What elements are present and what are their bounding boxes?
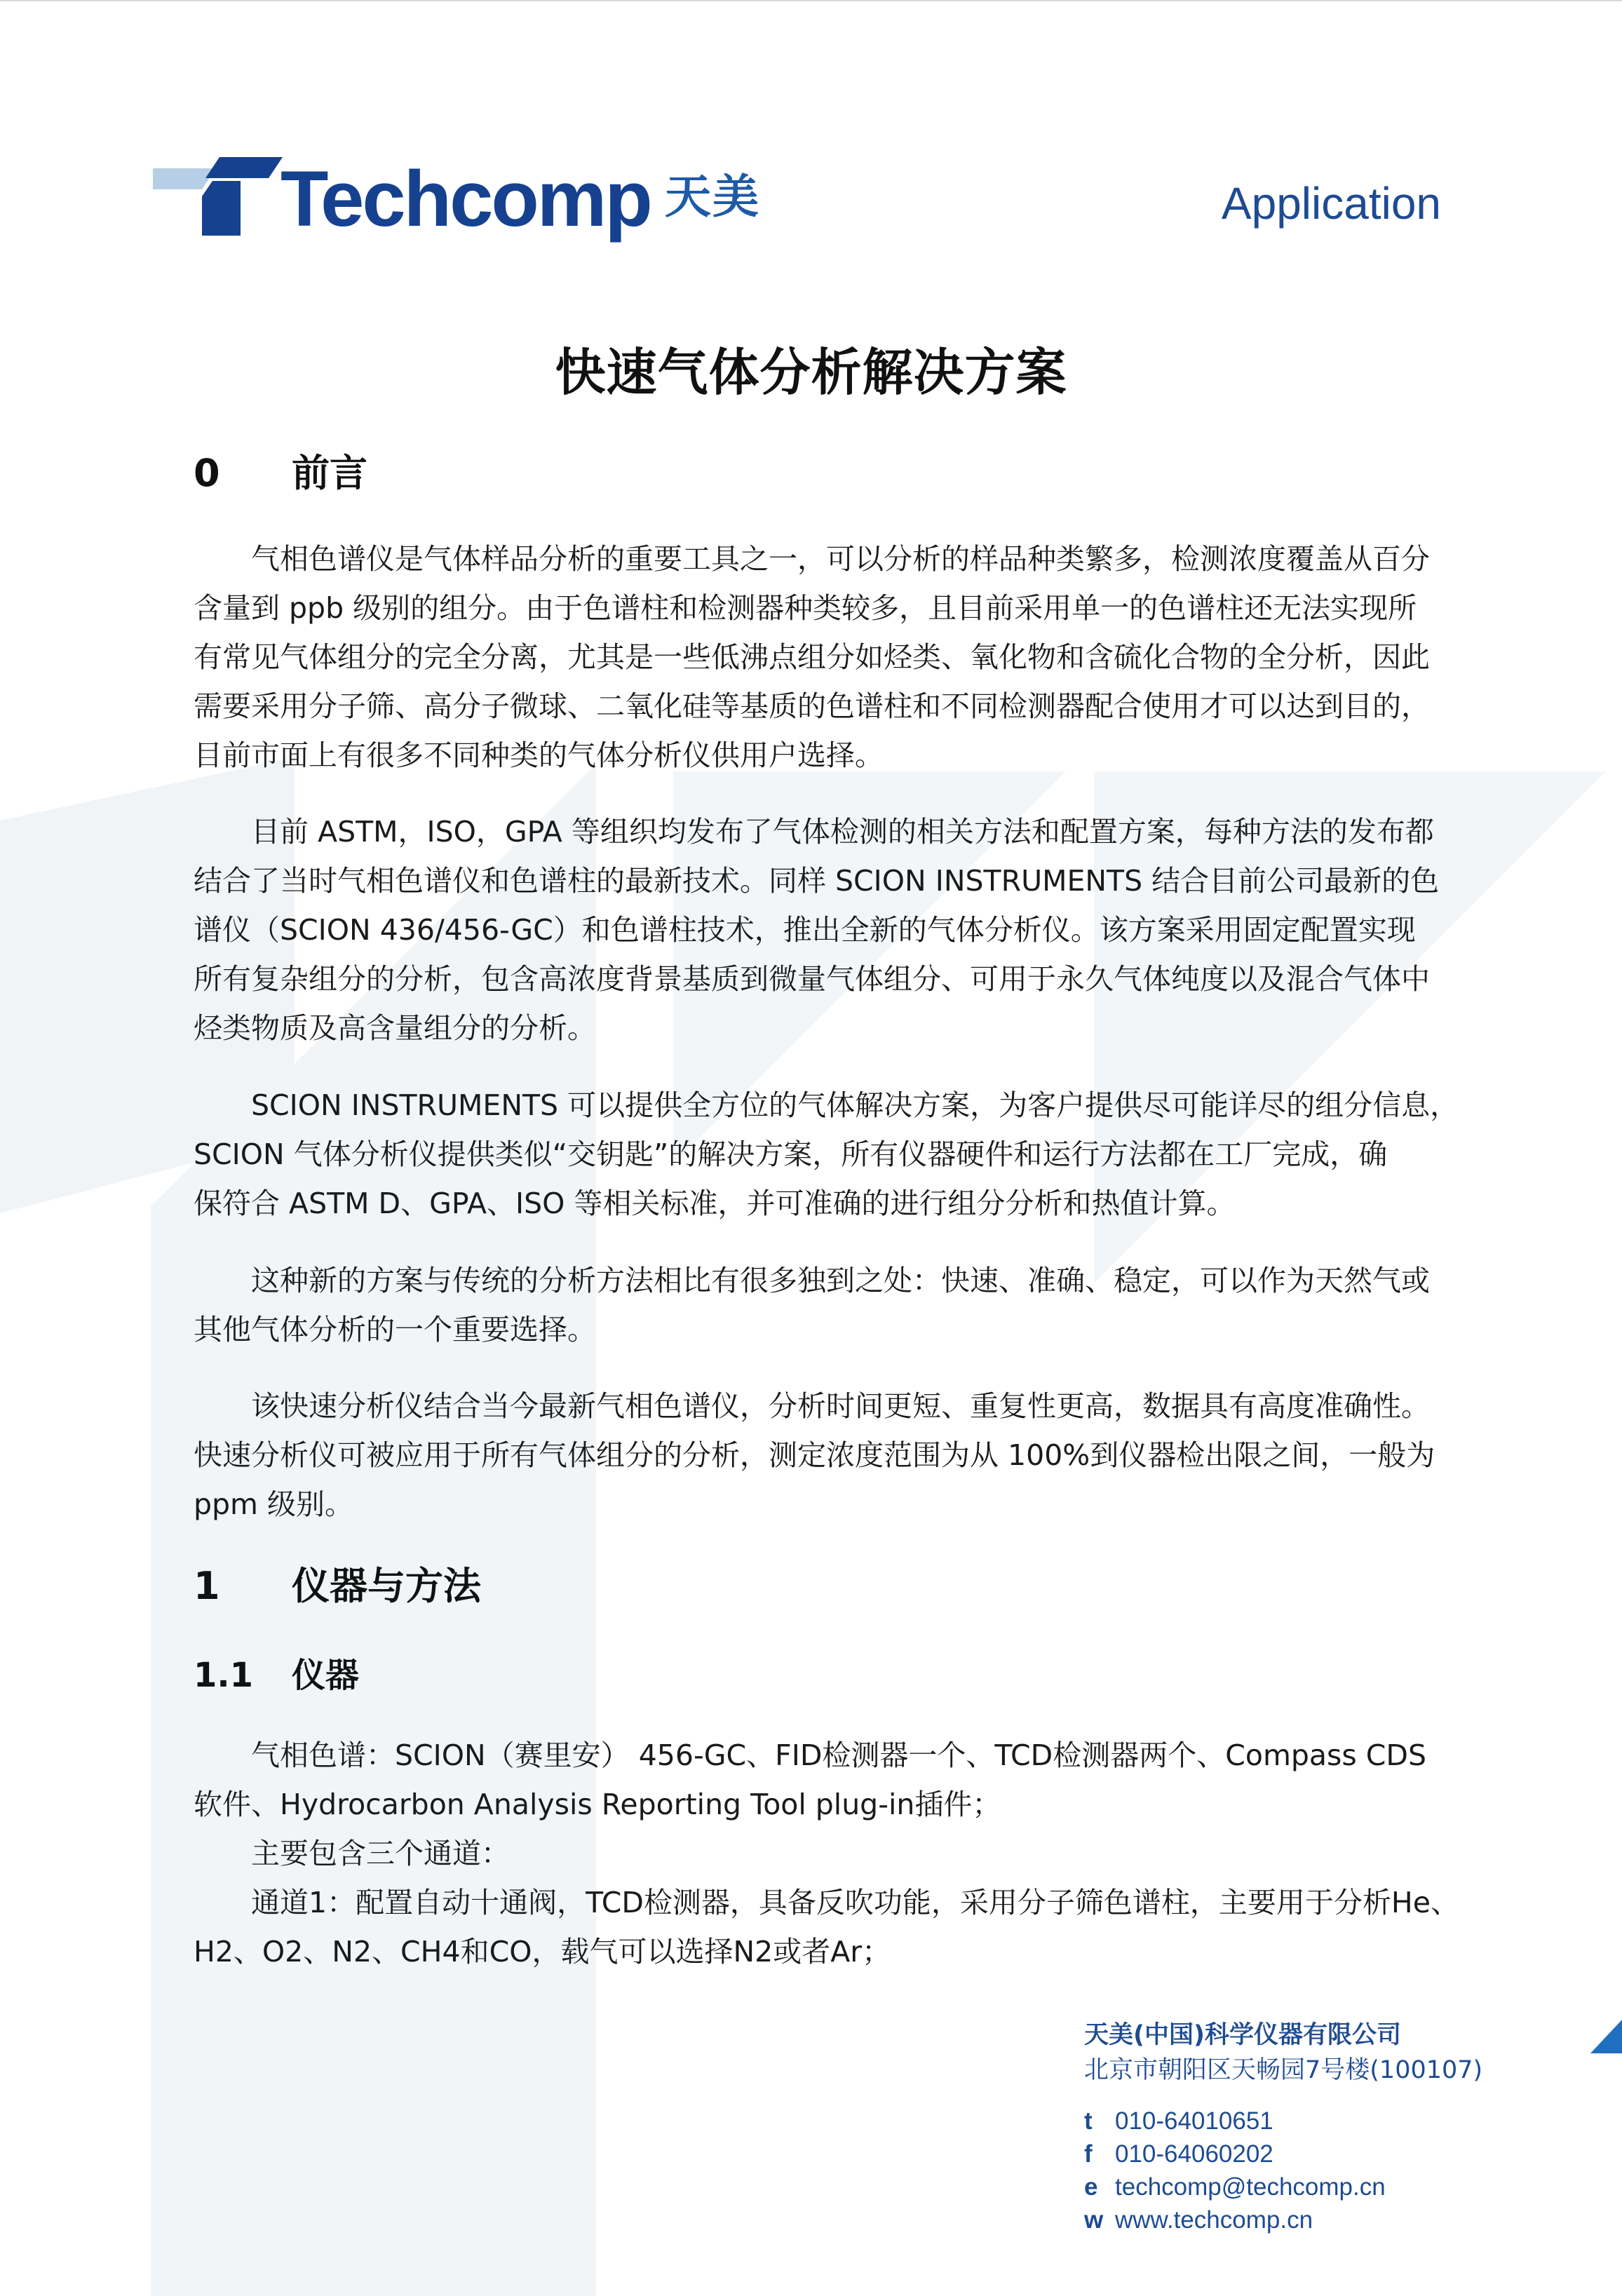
section-heading-1-1: [194, 1656, 359, 1696]
contact-value[interactable]: techcomp@techcomp.cn: [1115, 2173, 1386, 2201]
contact-value: 010-64060202: [1115, 2140, 1273, 2168]
contact-fax: [1084, 2138, 1482, 2170]
footer-contact-block: [1084, 2020, 1482, 2236]
text-line: 目前市面上有很多不同种类的气体分析仪供用户选择。: [194, 738, 884, 772]
text-line: ppm 级别。: [194, 1487, 354, 1521]
company-address: 北京市朝阳区天畅园7号楼(100107): [1084, 2055, 1483, 2084]
contact-phone: [1084, 2105, 1482, 2138]
paragraph-1: [194, 534, 1449, 780]
section-title: 仪器: [292, 1656, 360, 1695]
text-line: 谱仪（SCION 436/456-GC）和色谱柱技术，推出全新的气体分析仪。该方案采用固定配置实现: [194, 913, 1416, 947]
contact-key: w: [1084, 2206, 1104, 2234]
contact-email[interactable]: [1084, 2170, 1482, 2203]
text-line: SCION 气体分析仪提供类似“交钥匙”的解决方案，所有仪器硬件和运行方法都在工厂完成，确: [194, 1137, 1388, 1171]
contact-list: [1084, 2105, 1482, 2236]
company-name: 天美(中国)科学仪器有限公司: [1084, 2021, 1401, 2049]
logo-wordmark: Techcomp: [281, 155, 651, 243]
text-line: SCION INSTRUMENTS 可以提供全方位的气体解决方案，为客户提供尽可能详尽的组分信息，: [251, 1088, 1459, 1122]
text-line: H2、O2、N2、CH4和CO，载气可以选择N2或者Ar；: [194, 1935, 891, 1969]
section-title: 前言: [292, 451, 367, 495]
paragraph-2: [194, 807, 1449, 1053]
section-title: 仪器与方法: [292, 1564, 481, 1608]
text-line: 主要包含三个通道：: [251, 1837, 510, 1870]
section-number: 1: [194, 1564, 220, 1608]
text-line: 结合了当时气相色谱仪和色谱柱的最新技术。同样 SCION INSTRUMENTS 结合目前公司最新的色: [194, 864, 1440, 898]
text-line: 含量到 ppb 级别的组分。由于色谱柱和检测器种类较多，且目前采用单一的色谱柱还无法实现所: [194, 591, 1417, 625]
paragraph-instrument: [194, 1731, 1459, 1976]
section-heading-1: [194, 1564, 481, 1609]
page-title: 快速气体分析解决方案: [555, 343, 1067, 402]
text-line: 通道1：配置自动十通阀，TCD检测器，具备反吹功能，采用分子筛色谱柱，主要用于分析He、: [251, 1886, 1459, 1919]
section-heading-0: [194, 451, 367, 497]
text-line: 保符合 ASTM D、GPA、ISO 等相关标准，并可准确的进行组分分析和热值计算。: [194, 1187, 1236, 1220]
logo-chinese: 天美: [665, 170, 760, 224]
contact-website[interactable]: [1084, 2203, 1482, 2236]
paragraph-3: [194, 1081, 1459, 1228]
paragraph-5: [194, 1382, 1449, 1529]
contact-value: 010-64010651: [1115, 2107, 1273, 2135]
text-line: 气相色谱仪是气体样品分析的重要工具之一，可以分析的样品种类繁多，检测浓度覆盖从百分: [251, 542, 1430, 576]
contact-key: t: [1084, 2107, 1093, 2135]
header-application-label: Application: [1221, 178, 1441, 229]
text-line: 软件、Hydrocarbon Analysis Reporting Tool plug-in插件；: [194, 1788, 1001, 1821]
text-line: 气相色谱：SCION（赛里安） 456-GC、FID检测器一个、TCD检测器两个、Compass CDS: [251, 1738, 1427, 1772]
contact-key: f: [1084, 2140, 1093, 2168]
paragraph-4: [194, 1256, 1449, 1354]
text-line: 该快速分析仪结合当今最新气相色谱仪，分析时间更短、重复性更高，数据具有高度准确性。: [251, 1389, 1430, 1423]
section-number: 1.1: [194, 1656, 254, 1695]
text-line: 其他气体分析的一个重要选择。: [194, 1313, 596, 1346]
text-line: 有常见气体组分的完全分离，尤其是一些低沸点组分如烃类、氧化物和含硫化合物的全分析，因此: [194, 640, 1430, 674]
text-line: 目前 ASTM，ISO，GPA 等组织均发布了气体检测的相关方法和配置方案，每种方法的发布都: [251, 815, 1434, 849]
text-line: 这种新的方案与传统的分析方法相比有很多独到之处：快速、准确、稳定，可以作为天然气或: [251, 1264, 1430, 1297]
text-line: 烃类物质及高含量组分的分析。: [194, 1011, 596, 1045]
contact-key: e: [1084, 2173, 1098, 2201]
section-number: 0: [194, 451, 220, 495]
text-line: 需要采用分子筛、高分子微球、二氧化硅等基质的色谱柱和不同检测器配合使用才可以达到目的，: [194, 689, 1430, 723]
text-line: 快速分析仪可被应用于所有气体组分的分析，测定浓度范围为从 100%到仪器检出限之间，一般为: [194, 1438, 1435, 1472]
text-line: 所有复杂组分的分析，包含高浓度背景基质到微量气体组分、可用于永久气体纯度以及混合气体中: [194, 962, 1430, 996]
contact-value[interactable]: www.techcomp.cn: [1115, 2206, 1313, 2234]
